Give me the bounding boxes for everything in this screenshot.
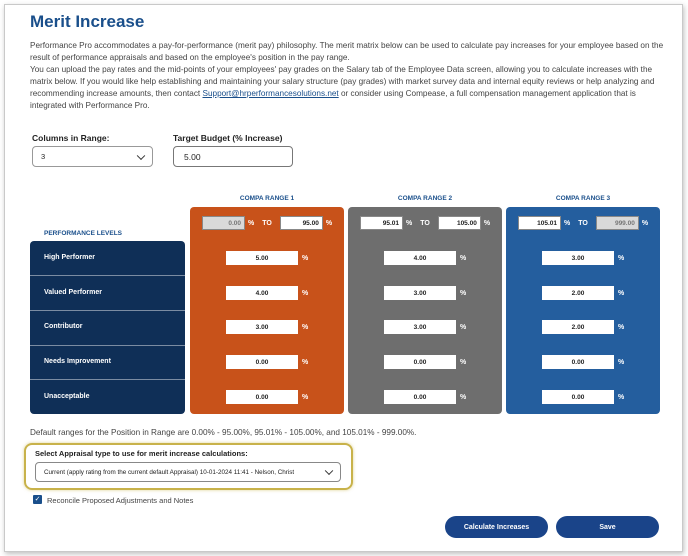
row-divider [30,345,185,346]
percent-sign: % [618,323,625,331]
value-input[interactable]: 2.00 [542,286,614,300]
cell-r3-unacceptable [542,390,624,404]
cell-r3-valued-performer [542,286,624,300]
level-needs-improvement: Needs Improvement [44,358,111,365]
chevron-down-icon [137,151,145,159]
percent-sign: % [483,219,491,227]
range-2-bounds [360,216,490,230]
cell-r2-unacceptable [384,390,466,404]
support-email-link[interactable]: Support@hrperformancesolutions.net [202,89,339,98]
compa-range-3-column [506,207,660,414]
performance-levels-column [30,241,185,414]
cell-r1-needs-improvement [226,355,308,369]
value-input[interactable]: 0.00 [542,355,614,369]
intro-text [30,40,666,112]
row-divider [30,379,185,380]
range-3-bounds [518,216,648,230]
to-label: TO [420,219,430,227]
calculate-increases-button[interactable]: Calculate Increases [445,516,548,538]
percent-sign: % [564,219,571,227]
percent-sign: % [618,254,625,262]
cell-r1-high-performer [226,251,308,265]
value-input[interactable]: 3.00 [542,251,614,265]
range-2-to-input[interactable]: 105.00 [438,216,481,230]
save-button[interactable]: Save [556,516,659,538]
chevron-down-icon [325,467,333,475]
row-divider [30,310,185,311]
compa-range-1-column [190,207,344,414]
value-input[interactable]: 3.00 [384,286,456,300]
level-unacceptable: Unacceptable [44,393,90,400]
cell-r1-unacceptable [226,390,308,404]
value-input[interactable]: 2.00 [542,320,614,334]
cell-r1-valued-performer [226,286,308,300]
range-1-to-input[interactable]: 95.00 [280,216,323,230]
compa-range-3-header: COMPA RANGE 3 [555,195,611,202]
appraisal-type-value: Current (apply rating from the current default Appraisal) 10-01-2024 11:41 - Nelson, Christ [44,468,295,476]
page-title: Merit Increase [30,12,145,31]
cell-r2-valued-performer [384,286,466,300]
value-input[interactable]: 0.00 [384,390,456,404]
cell-r2-high-performer [384,251,466,265]
cell-r2-needs-improvement [384,355,466,369]
intro-paragraph-1: Performance Pro accommodates a pay-for-performance (merit pay) philosophy. The merit matrix below can be used to calculate pay increases for your employee based on the result of performance appraisals and based on the employee's position in the pay range. [30,41,664,62]
percent-sign: % [302,358,309,366]
percent-sign: % [302,254,309,262]
to-label: TO [262,219,272,227]
value-input[interactable]: 0.00 [226,390,298,404]
value-input[interactable]: 4.00 [384,251,456,265]
percent-sign: % [302,289,309,297]
cell-r1-contributor [226,320,308,334]
value-input[interactable]: 0.00 [226,355,298,369]
percent-sign: % [618,393,625,401]
percent-sign: % [618,289,625,297]
value-input[interactable]: 0.00 [542,390,614,404]
appraisal-type-label: Select Appraisal type to use for merit increase calculations: [35,449,248,458]
compa-range-1-header: COMPA RANGE 1 [239,195,295,202]
value-input[interactable]: 5.00 [226,251,298,265]
default-ranges-note: Default ranges for the Position in Range are 0.00% - 95.00%, 95.01% - 105.00%, and 105.01% - 999.00%. [30,428,417,437]
value-input[interactable]: 4.00 [226,286,298,300]
compa-range-2-column [348,207,502,414]
to-label: TO [578,219,588,227]
percent-sign: % [248,219,255,227]
range-1-bounds [202,216,332,230]
percent-sign: % [618,358,625,366]
percent-sign: % [460,393,467,401]
percent-sign: % [460,323,467,331]
percent-sign: % [641,219,649,227]
range-2-from-input[interactable]: 95.01 [360,216,403,230]
percent-sign: % [460,254,467,262]
range-1-from-input: 0.00 [202,216,245,230]
row-divider [30,275,185,276]
columns-in-range-value: 3 [41,152,46,161]
range-3-to-input: 999.00 [596,216,639,230]
percent-sign: % [325,219,333,227]
columns-in-range-select[interactable] [32,146,153,167]
intro-paragraph-2-end: or consider using Compease, a full compensation management application that is integrated with Performance Pro. [30,89,636,110]
level-high-performer: High Performer [44,254,95,261]
value-input[interactable]: 0.00 [384,355,456,369]
reconcile-checkbox[interactable]: ✓ [34,496,41,503]
columns-in-range-label: Columns in Range: [32,133,110,143]
reconcile-label: Reconcile Proposed Adjustments and Notes [47,496,194,505]
appraisal-type-section [24,443,353,490]
cell-r2-contributor [384,320,466,334]
range-3-from-input[interactable]: 105.01 [518,216,561,230]
target-budget-input[interactable]: 5.00 [173,146,293,167]
cell-r3-needs-improvement [542,355,624,369]
percent-sign: % [406,219,413,227]
target-budget-label: Target Budget (% Increase) [173,133,283,143]
level-valued-performer: Valued Performer [44,289,102,296]
percent-sign: % [460,358,467,366]
percent-sign: % [302,393,309,401]
performance-levels-header: PERFORMANCE LEVELS [44,230,123,237]
cell-r3-high-performer [542,251,624,265]
cell-r3-contributor [542,320,624,334]
appraisal-type-select[interactable] [35,462,341,482]
value-input[interactable]: 3.00 [226,320,298,334]
level-contributor: Contributor [44,323,83,330]
percent-sign: % [460,289,467,297]
intro-paragraph-2: You can upload the pay rates and the mid-points of your employees' pay grades on the Salary tab of the Employee Data screen, allowing you to calculate increases with the matrix below. If you would like help establishing and maintaining your salary structure (pay grades) with market survey data and internal equity reviews or help analyzing and recommending increase amounts, then contact [30,65,655,98]
compa-range-2-header: COMPA RANGE 2 [397,195,453,202]
percent-sign: % [302,323,309,331]
value-input[interactable]: 3.00 [384,320,456,334]
